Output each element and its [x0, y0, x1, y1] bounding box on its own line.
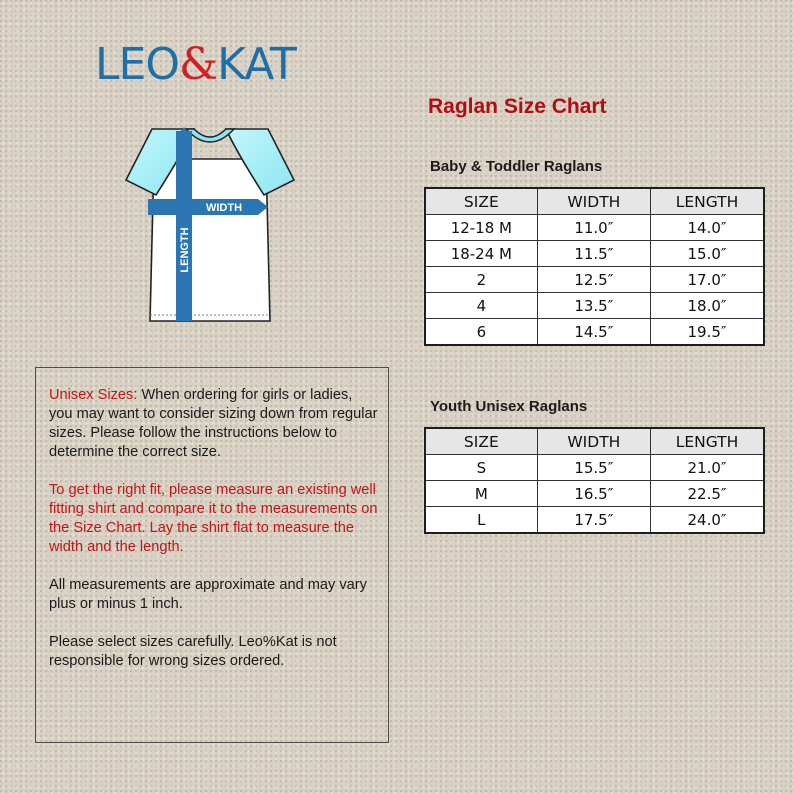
- table-row: [425, 455, 764, 481]
- shirt-collar: [186, 129, 234, 142]
- header-length: LENGTH: [651, 188, 764, 215]
- table-row: [425, 507, 764, 534]
- brand-logo: [95, 39, 296, 90]
- length-bar: [176, 131, 192, 321]
- info-unisex-paragraph: [49, 386, 378, 462]
- length-cell: 14.0″: [651, 215, 764, 241]
- width-cell: 11.5″: [537, 241, 650, 267]
- length-label: LENGTH: [179, 227, 191, 273]
- table-row: [425, 267, 764, 293]
- table-row: [425, 319, 764, 346]
- table-row: [425, 293, 764, 319]
- header-length: LENGTH: [651, 428, 764, 455]
- width-cell: 12.5″: [537, 267, 650, 293]
- header-width: WIDTH: [537, 188, 650, 215]
- info-fit-paragraph: To get the right fit, please measure an existing well fitting shirt and compare it to the measurements on the Size Chart. Lay the shirt flat to measure the width and the length.: [49, 482, 378, 555]
- baby-toddler-title: Baby & Toddler Raglans: [430, 158, 603, 175]
- table-header-row: [425, 428, 764, 455]
- logo-right: KAT: [217, 39, 296, 90]
- sizing-info-box: [35, 367, 389, 743]
- length-cell: 21.0″: [651, 455, 764, 481]
- page-title: Raglan Size Chart: [428, 95, 607, 118]
- length-cell: 22.5″: [651, 481, 764, 507]
- unisex-sizes-label: Unisex Sizes:: [49, 387, 138, 403]
- header-size: SIZE: [425, 428, 537, 455]
- logo-ampersand: &: [178, 39, 218, 90]
- length-cell: 19.5″: [651, 319, 764, 346]
- size-cell: 12-18 M: [425, 215, 537, 241]
- info-disclaimer-paragraph: Please select sizes carefully. Leo%Kat is not responsible for wrong sizes ordered.: [49, 634, 337, 669]
- length-cell: 17.0″: [651, 267, 764, 293]
- table-row: [425, 215, 764, 241]
- info-approximate-paragraph: All measurements are approximate and may vary plus or minus 1 inch.: [49, 577, 367, 612]
- size-cell: 2: [425, 267, 537, 293]
- youth-unisex-size-table: [424, 427, 765, 534]
- table-row: [425, 241, 764, 267]
- width-cell: 13.5″: [537, 293, 650, 319]
- table-header-row: [425, 188, 764, 215]
- width-cell: 11.0″: [537, 215, 650, 241]
- baby-toddler-size-table: [424, 187, 765, 346]
- table-row: [425, 481, 764, 507]
- size-cell: 18-24 M: [425, 241, 537, 267]
- width-cell: 16.5″: [537, 481, 650, 507]
- width-cell: 15.5″: [537, 455, 650, 481]
- length-cell: 18.0″: [651, 293, 764, 319]
- size-cell: 6: [425, 319, 537, 346]
- size-cell: L: [425, 507, 537, 534]
- youth-unisex-title: Youth Unisex Raglans: [430, 398, 588, 415]
- shirt-body: [150, 159, 270, 321]
- size-cell: M: [425, 481, 537, 507]
- length-cell: 15.0″: [651, 241, 764, 267]
- header-width: WIDTH: [537, 428, 650, 455]
- width-cell: 17.5″: [537, 507, 650, 534]
- header-size: SIZE: [425, 188, 537, 215]
- logo-left: LEO: [95, 39, 179, 90]
- width-cell: 14.5″: [537, 319, 650, 346]
- width-label: WIDTH: [205, 202, 243, 214]
- unisex-sizes-text: When ordering for girls or ladies, you may want to consider sizing down from regular sizes. Please follow the instructions below to determine the correct size.: [49, 387, 378, 460]
- raglan-shirt-diagram: [112, 125, 308, 325]
- size-cell: 4: [425, 293, 537, 319]
- size-cell: S: [425, 455, 537, 481]
- length-cell: 24.0″: [651, 507, 764, 534]
